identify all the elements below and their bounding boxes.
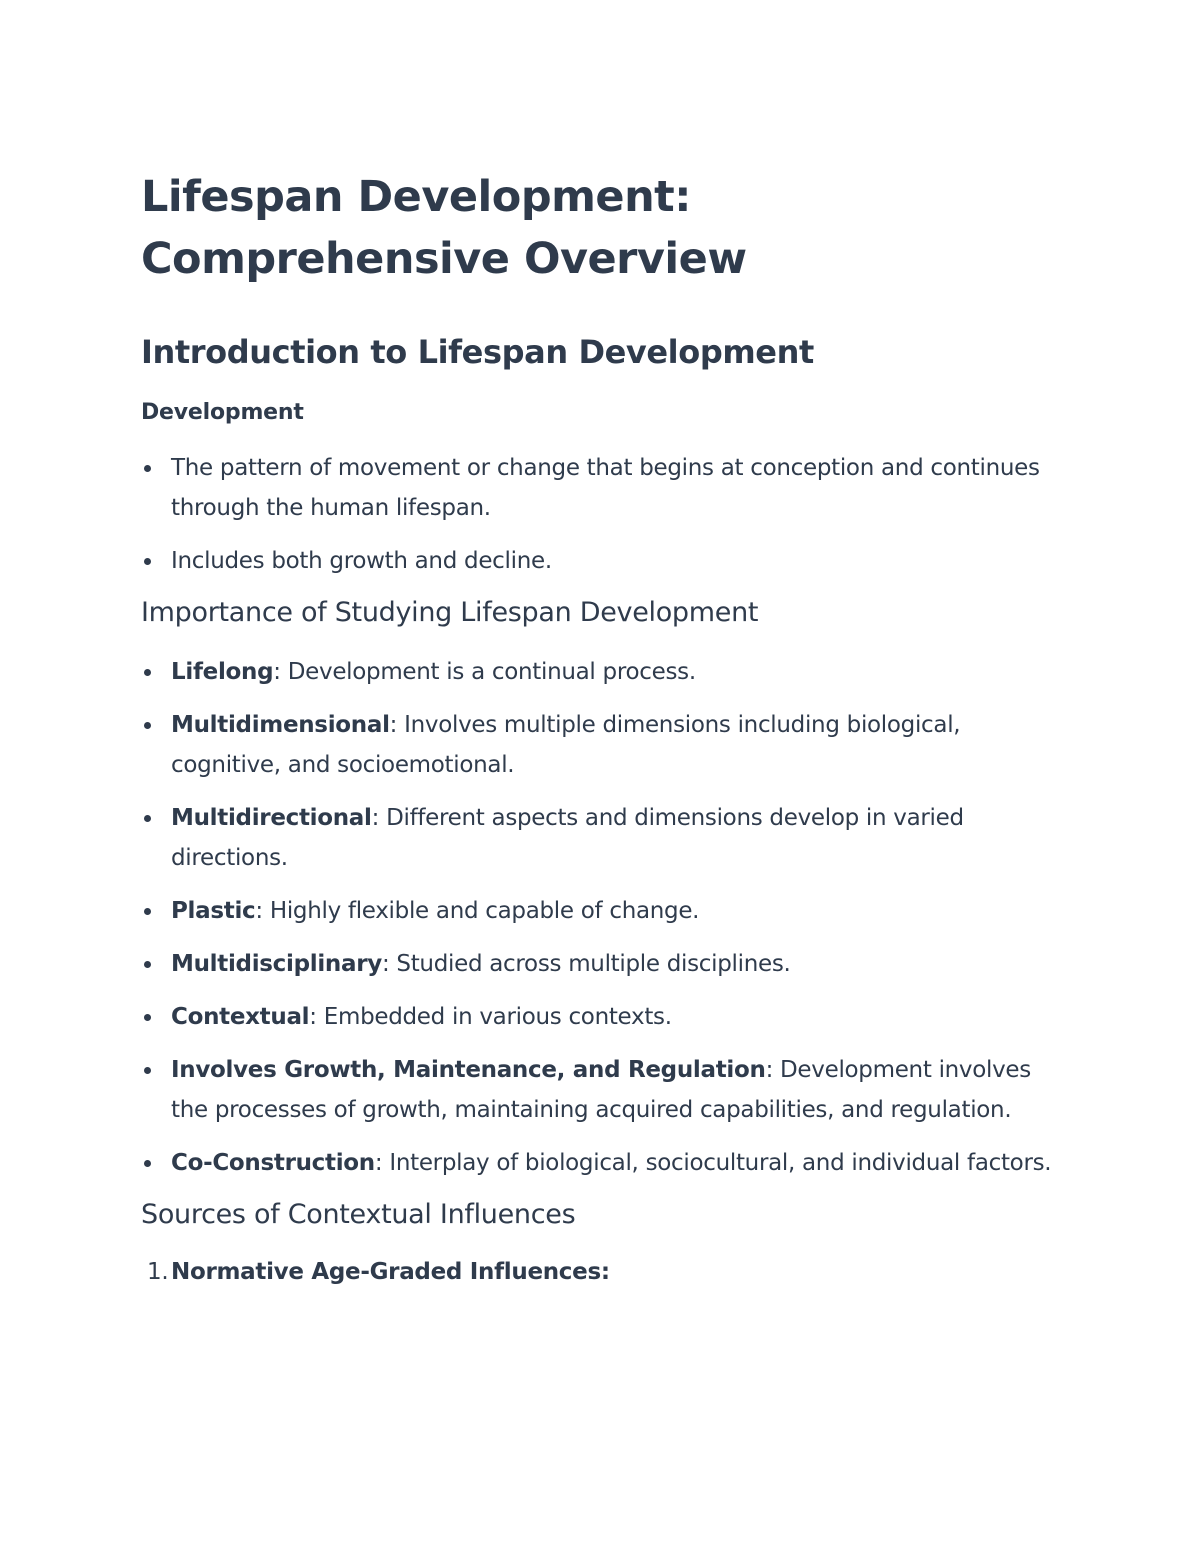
bullet-icon bbox=[144, 465, 151, 472]
list-item-term: Plastic bbox=[171, 898, 256, 924]
list-item-text: : Embedded in various contexts. bbox=[309, 1004, 672, 1030]
list-item-term: Multidirectional bbox=[171, 805, 372, 831]
list-item bbox=[141, 891, 1061, 931]
subheading-development: Development bbox=[141, 400, 304, 425]
list-item bbox=[141, 798, 1061, 878]
list-item bbox=[141, 1252, 1061, 1292]
list-item-text: : Highly flexible and capable of change. bbox=[255, 898, 700, 924]
list-item-text: : Development is a continual process. bbox=[273, 659, 696, 685]
list-item-term: Co-Construction bbox=[171, 1150, 375, 1176]
list-item-term: Lifelong bbox=[171, 659, 274, 685]
list-item-number: 1. bbox=[147, 1259, 169, 1285]
bullet-icon bbox=[144, 1014, 151, 1021]
document-title: Lifespan Development: Comprehensive Overview bbox=[141, 172, 747, 284]
bullet-icon bbox=[144, 961, 151, 968]
section-heading-sources: Sources of Contextual Influences bbox=[141, 1199, 576, 1230]
list-item bbox=[141, 652, 1061, 692]
list-item-term: Normative Age-Graded Influences: bbox=[171, 1259, 610, 1285]
list-item bbox=[141, 1050, 1061, 1130]
bullet-icon bbox=[144, 1067, 151, 1074]
list-item-term: Multidisciplinary bbox=[171, 951, 382, 977]
list-item bbox=[141, 997, 1061, 1037]
list-item bbox=[141, 944, 1061, 984]
bullet-icon bbox=[144, 558, 151, 565]
list-item-text: : Studied across multiple disciplines. bbox=[381, 951, 791, 977]
list-item-text: : Different aspects and dimensions develop in varied directions. bbox=[171, 805, 964, 871]
section-heading-importance: Importance of Studying Lifespan Development bbox=[141, 597, 759, 628]
list-item bbox=[141, 1143, 1061, 1183]
bullet-icon bbox=[144, 815, 151, 822]
sources-list bbox=[141, 1252, 1061, 1292]
list-item-text: : Interplay of biological, sociocultural, and individual factors. bbox=[374, 1150, 1052, 1176]
bullet-icon bbox=[144, 908, 151, 915]
list-item-text: : Development involves the processes of growth, maintaining acquired capabilities, and regulation. bbox=[171, 1057, 1031, 1123]
list-item bbox=[141, 448, 1061, 528]
document-page bbox=[141, 166, 1061, 1305]
list-item bbox=[141, 541, 1061, 581]
list-item-text: : Involves multiple dimensions including biological, cognitive, and socioemotional. bbox=[171, 712, 961, 778]
intro-list bbox=[141, 448, 1061, 581]
list-item bbox=[141, 705, 1061, 785]
list-item-text: Includes both growth and decline. bbox=[171, 548, 552, 574]
bullet-icon bbox=[144, 669, 151, 676]
bullet-icon bbox=[144, 1160, 151, 1167]
list-item-term: Involves Growth, Maintenance, and Regulation bbox=[171, 1057, 766, 1083]
importance-list bbox=[141, 652, 1061, 1183]
list-item-text: The pattern of movement or change that begins at conception and continues through the human lifespan. bbox=[171, 455, 1040, 521]
section-heading-intro: Introduction to Lifespan Development bbox=[141, 333, 814, 371]
list-item-term: Contextual bbox=[171, 1004, 310, 1030]
bullet-icon bbox=[144, 722, 151, 729]
list-item-term: Multidimensional bbox=[171, 712, 390, 738]
